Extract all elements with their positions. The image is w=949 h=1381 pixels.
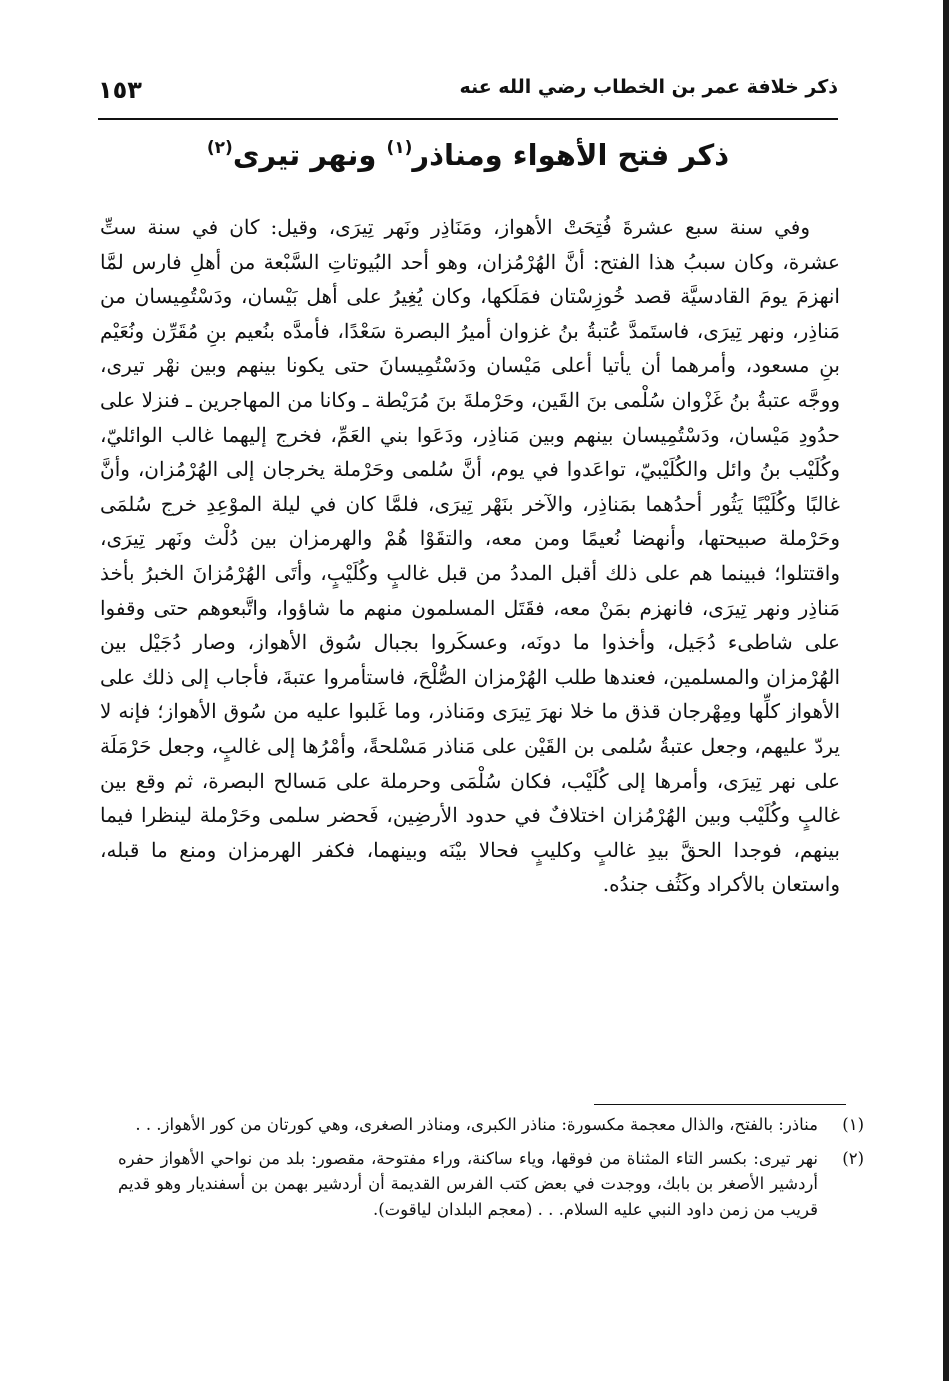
chapter-title <box>98 132 838 178</box>
footnote-2 <box>118 1146 864 1223</box>
footnote-1-marker: (١) <box>842 1115 864 1134</box>
chapter-title-part2: ونهر تيرى <box>232 138 387 172</box>
running-title: ذكر خلافة عمر بن الخطاب رضي الله عنه <box>459 76 838 98</box>
header-rule <box>98 118 838 120</box>
footnote-separator <box>594 1104 846 1105</box>
footnote-ref-1: (١) <box>386 138 413 158</box>
footnote-1 <box>118 1112 864 1138</box>
footnote-1-text: مناذر: بالفتح، والذال معجمة مكسورة: مناذر الكبرى، ومناذر الصغرى، وهي كورتان من كور الأهواز. . . <box>135 1115 818 1134</box>
footnotes <box>118 1112 864 1230</box>
page-number: ١٥٣ <box>98 76 142 104</box>
body-paragraph: وفي سنة سبع عشرةَ فُتِحَتْ الأهواز، ومَنَاذِر ونَهر تِيرَى، وقيل: كان في سنة ستِّ عشرة، وكان سببُ هذا الفتح: أنَّ الهُرْمُزان، وهو أحد البُيوتاتِ السَّبْعة من أهلِ فارس لمَّا انهزمَ يومَ القادسيَّة قصد خُوزِسْتان فمَلَكها، وكان يُغِيرُ على أهل بَيْسان، ودَسْتُمِيسان من مَناذِر، ونهر تِيرَى، فاستَمدَّ عُتبةُ بنُ غزوان أميرُ البصرة سَعْدًا، فأمدَّه بنُعيم بنِ مُقَرِّن ونُعَيْم بنِ مسعود، وأمرهما أن يأتيا أعلى مَيْسان ودَسْتُمِيسانَ حتى يكونا بينهم وبين نهْر تيرى، ووجَّه عتبةُ بنُ غَزْوان سُلْمى بنَ القَين، وحَرْملةَ بنَ مُرَيْطة ـ وكانا من المهاجرين ـ فنزلا على حدُودِ مَيْسان، ودَسْتُمِيسان بينهم وبين مَناذِر، ودَعَوا بني العَمِّ، فخرج إليهما غالب الوائليّ، وكُلَيْب بنُ وائل والكُلَيْبيّ، تواعَدوا في يوم، أنَّ سُلمى وحَرْملة يخرجان إلى الهُرْمُزان، وأنَّ غالبًا وكُلَيْبًا يَثُور أحدُهما بمَناذِر، والآخر بنَهْر تِيرَى، فلمَّا كان في ليلة الموْعِدِ خرج سُلمَى وحَرْملة صبيحتها، وأنهضا نُعيمًا ومن معه، والتقَوْا هُمْ والهرمزان بين دُلْث ونَهر تِيرَى، واقتتلوا؛ فبينما هم على ذلك أقبل المددُ من قبل غالبٍ وكُلَيْبٍ، وأتَى الهُرْمُزانَ الخبرُ بأخذ مَناذِر ونهر تِيرَى، فانهزم بمَنْ معه، فقَتَل المسلمون منهم ما شاؤوا، واتَّبعوهم حتى وقفوا على شاطىء دُجَيل، وأخذوا ما دونَه، وعسكَروا بجبال سُوق الأهواز، وصار دُجَيْل بين الهُرْمزان والمسلمين، فعندها طلب الهُرْمزان الصُّلْحَ، فاستأمروا عتبةَ، فأجاب إلى ذلك على الأهواز كلِّها ومِهْرجان قذق ما خلا نهرَ تِيرَى ومَناذر، وما غَلبوا عليه من سُوق الأهواز؛ فإنه لا يردّ عليهم، وجعل عتبةُ سُلمى بن القَيْن على مَناذر مَسْلحةً، وأمْرُها إلى غالبٍ، وجعل حَرْمَلَة على نهر تِيرَى، وأمرها إلى كُلَيْب، فكان سُلْمَى وحرملة على مَسالح البصرة، ثم وقع بين غالبٍ وكُلَيْب وبين الهُرْمُزان اختلافٌ في حدود الأرضِين، فَحضر سلمى وحَرْملة لينظرا فيما بينهم، فوجدا الحقَّ بيدِ غالبٍ وكليبٍ فحالا بيْنَه وبينهما، فكفر الهرمزان ومنع ما قبله، واستعان بالأكراد وكَثُف جندُه. <box>100 215 841 897</box>
footnote-ref-2: (٢) <box>206 138 233 158</box>
body-text <box>100 210 840 902</box>
chapter-title-part1: ذكر فتح الأهواء ومناذر <box>412 138 730 172</box>
footnote-2-marker: (٢) <box>842 1148 864 1168</box>
footnote-2-text: نهر تيرى: بكسر التاء المثناة من فوقها، وياء ساكنة، وراء مفتوحة، مقصور: بلد من نواحي الأهواز حفره أردشير الأصغر بن بابك، ووجدت في بعض كتب الفرس القديمة أن أردشير بهمن بن أسفنديار وهو قديم قريب من زمن داود النبي عليه السلام. . . (معجم البلدان لياقوت). <box>118 1148 818 1219</box>
running-header <box>98 72 838 112</box>
scan-shadow-edge <box>943 0 949 1381</box>
